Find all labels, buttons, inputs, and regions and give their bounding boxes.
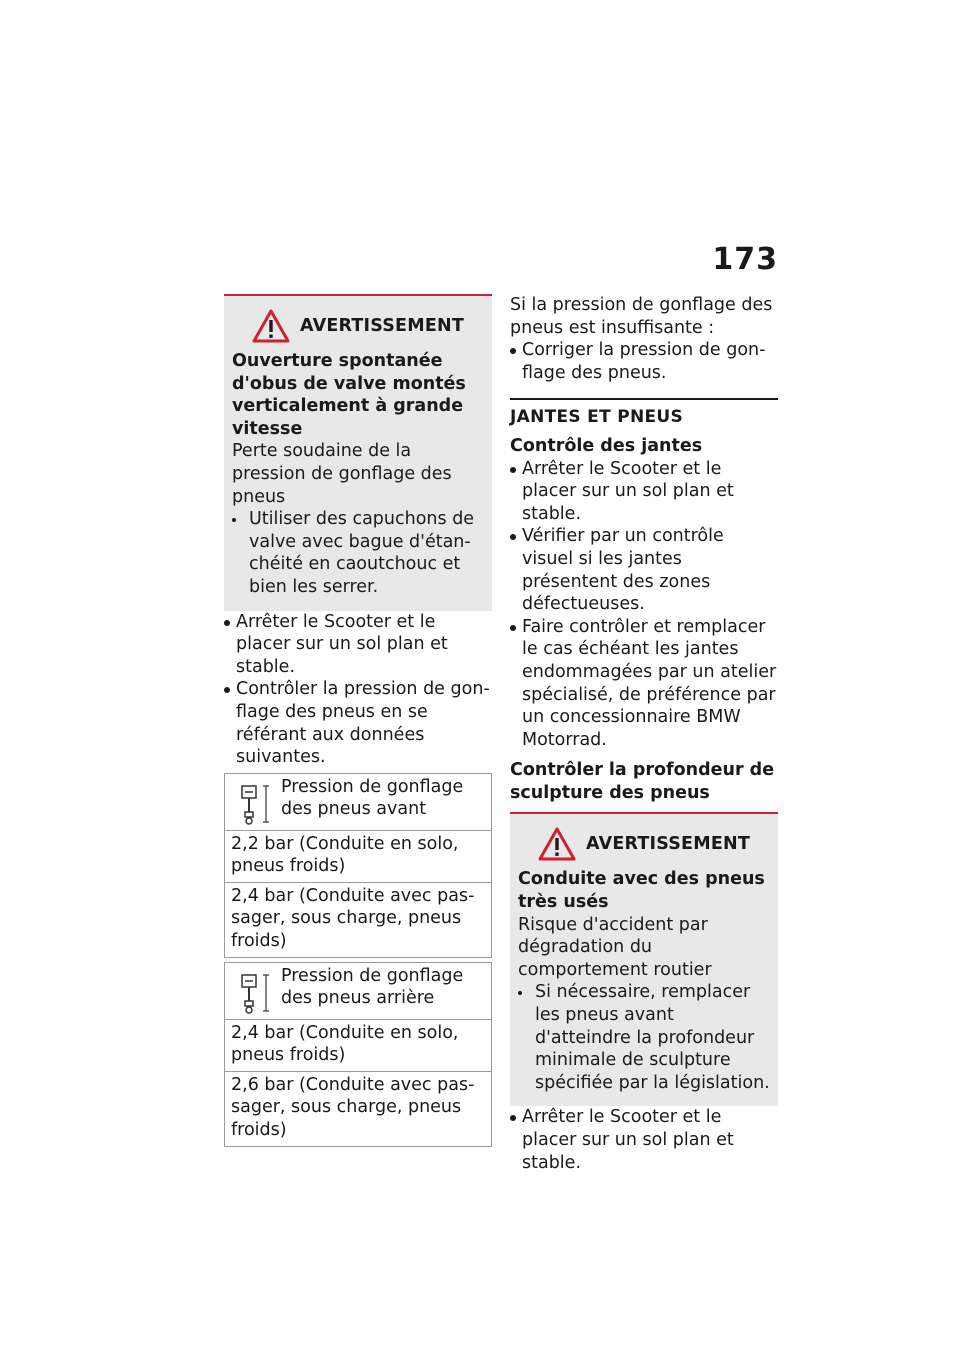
intro-bullet: Corriger la pression de gonflage des pneus.	[510, 339, 778, 384]
front-pressure-row: 2,2 bar (Conduite en solo, pneus froids)	[225, 831, 491, 883]
rims-bullet: Vérifier par un contrôle visuel si les jantes présentent des zones défectueuses.	[510, 525, 778, 615]
tire-pressure-gauge-icon	[237, 782, 275, 826]
final-bullet: Arrêter le Scooter et le placer sur un sol plan et stable.	[510, 1106, 778, 1174]
warning-title: Ouverture spontanée d'obus de valve montés verticalement à grande vitesse	[232, 351, 466, 439]
warning-label: AVERTISSEMENT	[300, 315, 464, 336]
tread-title: Contrôler la profondeur de sculpture des pneus	[510, 760, 775, 803]
rear-pressure-row: 2,6 bar (Conduite avec passager, sous charge, pneus froids)	[231, 1074, 475, 1141]
rear-pressure-header	[225, 963, 491, 1020]
warning-bullet: Utiliser des capuchons de valve avec bague d'étanchéité en caoutchouc et bien les serrer.	[232, 508, 484, 598]
warning-title: Conduite avec des pneus très usés	[518, 869, 765, 913]
front-pressure-title: Pression de gonflage des pneus avant	[281, 776, 464, 820]
rear-pressure-title: Pression de gonflage des pneus arrière	[281, 965, 464, 1009]
rims-bullet: Arrêter le Scooter et le placer sur un sol plan et stable.	[510, 458, 778, 526]
warning-triangle-icon	[538, 827, 576, 861]
step-item: Contrôler la pression de gonflage des pneus en se référant aux données suivantes.	[224, 678, 492, 768]
right-column	[510, 294, 778, 1174]
warning-bullets	[232, 508, 484, 598]
warning-description: Risque d'accident par dégradation du comportement routier	[518, 914, 712, 980]
final-bullets	[510, 1106, 778, 1174]
warning-box-valve	[224, 294, 492, 611]
tire-pressure-gauge-icon	[237, 971, 275, 1015]
warning-description: Perte soudaine de la pression de gonflage des pneus	[232, 441, 452, 507]
steps-list	[224, 611, 492, 769]
warning-box-tread	[510, 812, 778, 1106]
rims-bullet: Faire contrôler et remplacer le cas échéant les jantes endommagées par un atelier spécialisé, de préférence par un concessionnaire BMW Motorrad.	[510, 616, 778, 752]
front-pressure-header	[225, 774, 491, 831]
warning-triangle-icon	[252, 309, 290, 343]
section-title: JANTES ET PNEUS	[510, 407, 684, 428]
left-column	[224, 294, 492, 1147]
warning-header	[518, 826, 770, 862]
warning-label: AVERTISSEMENT	[586, 834, 750, 855]
warning-bullet: Si nécessaire, remplacer les pneus avant d'atteindre la profondeur minimale de sculpture spécifiée par la législation.	[518, 981, 770, 1094]
rear-pressure-table	[224, 962, 492, 1147]
section-divider	[510, 398, 778, 429]
warning-bullets	[518, 981, 770, 1094]
intro-text: Si la pression de gonflage des pneus est insuffisante :	[510, 295, 773, 338]
intro-bullets	[510, 339, 778, 384]
rear-pressure-row: 2,4 bar (Conduite en solo, pneus froids)	[225, 1020, 491, 1072]
front-pressure-row: 2,4 bar (Conduite avec passager, sous charge, pneus froids)	[231, 885, 475, 952]
step-item: Arrêter le Scooter et le placer sur un sol plan et stable.	[224, 611, 492, 679]
warning-header	[232, 308, 484, 344]
page-number: 173	[712, 242, 778, 277]
rims-title: Contrôle des jantes	[510, 435, 703, 456]
rims-bullets	[510, 458, 778, 752]
front-pressure-table	[224, 773, 492, 958]
